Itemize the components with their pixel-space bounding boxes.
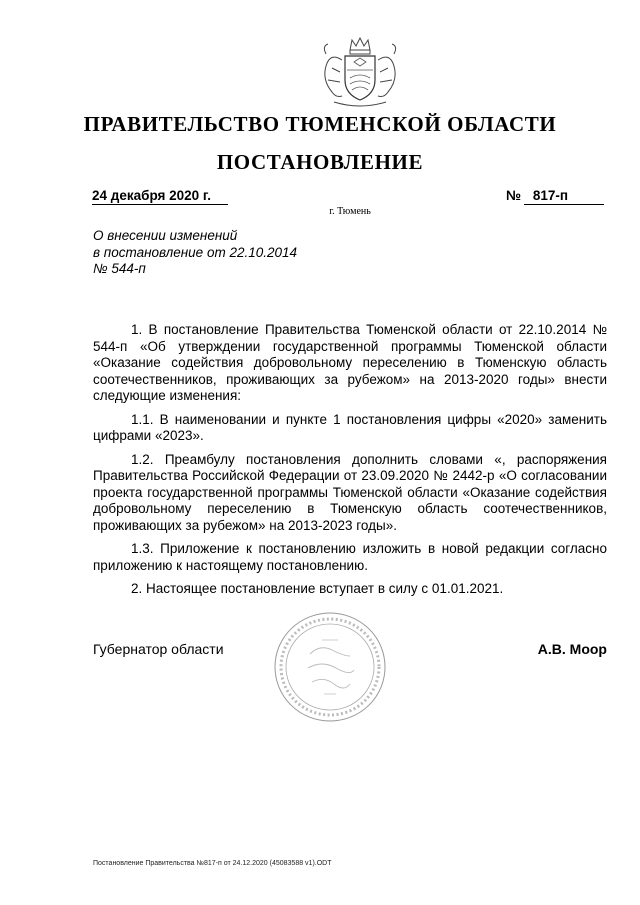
- number-value: 817-п: [532, 188, 569, 203]
- signer-title: Губернатор области: [93, 641, 224, 657]
- subject-line: в постановление от 22.10.2014: [93, 244, 298, 260]
- document-body: [93, 322, 607, 605]
- number-underline: [524, 204, 604, 205]
- body-paragraph: 1.3. Приложение к постановлению изложить в новой редакции согласно приложению к настоящему постановлению.: [93, 541, 607, 573]
- body-paragraph: 2. Настоящее постановление вступает в силу с 01.01.2021.: [131, 581, 504, 596]
- subject-line: № 544-п: [93, 261, 146, 276]
- signer-name: А.В. Моор: [537, 641, 607, 657]
- official-seal-icon: [272, 610, 388, 724]
- org-title: ПРАВИТЕЛЬСТВО ТЮМЕНСКОЙ ОБЛАСТИ: [83, 112, 557, 136]
- document-type-title: ПОСТАНОВЛЕНИЕ: [216, 150, 424, 174]
- number-label: №: [506, 188, 522, 203]
- body-paragraph: 1.1. В наименовании и пункте 1 постановления цифры «2020» заменить цифрами «2023».: [93, 411, 607, 443]
- coat-of-arms-icon: [314, 36, 406, 112]
- date-underline: [92, 204, 228, 205]
- document-date: 24 декабря 2020 г.: [92, 188, 211, 203]
- body-paragraph: 1. В постановление Правительства Тюменской области от 22.10.2014 № 544-п «Об утверждении государственной программы Тюменской области «Оказание содействия добровольному переселению в Тюменскую область соотечественников, проживающих за рубежом» на 2013-2020 годы» внести следующие изменения:: [93, 322, 607, 403]
- document-number: [506, 188, 568, 203]
- document-footer: Постановление Правительства №817-п от 24.12.2020 (45083588 v1).ODT: [93, 860, 332, 867]
- subject-line: О внесении изменений: [93, 228, 238, 243]
- body-paragraph: 1.2. Преамбулу постановления дополнить словами «, распоряжения Правительства Российской Федерации от 23.09.2020 № 2442-р «О согласовании проекта государственной программы Тюменской области «Оказание содействия добровольному переселению в Тюменскую область соотечественников, проживающих за рубежом» на 2013-2023 годы».: [93, 451, 607, 533]
- city-label: г. Тюмень: [329, 206, 371, 217]
- document-subject: [93, 228, 297, 278]
